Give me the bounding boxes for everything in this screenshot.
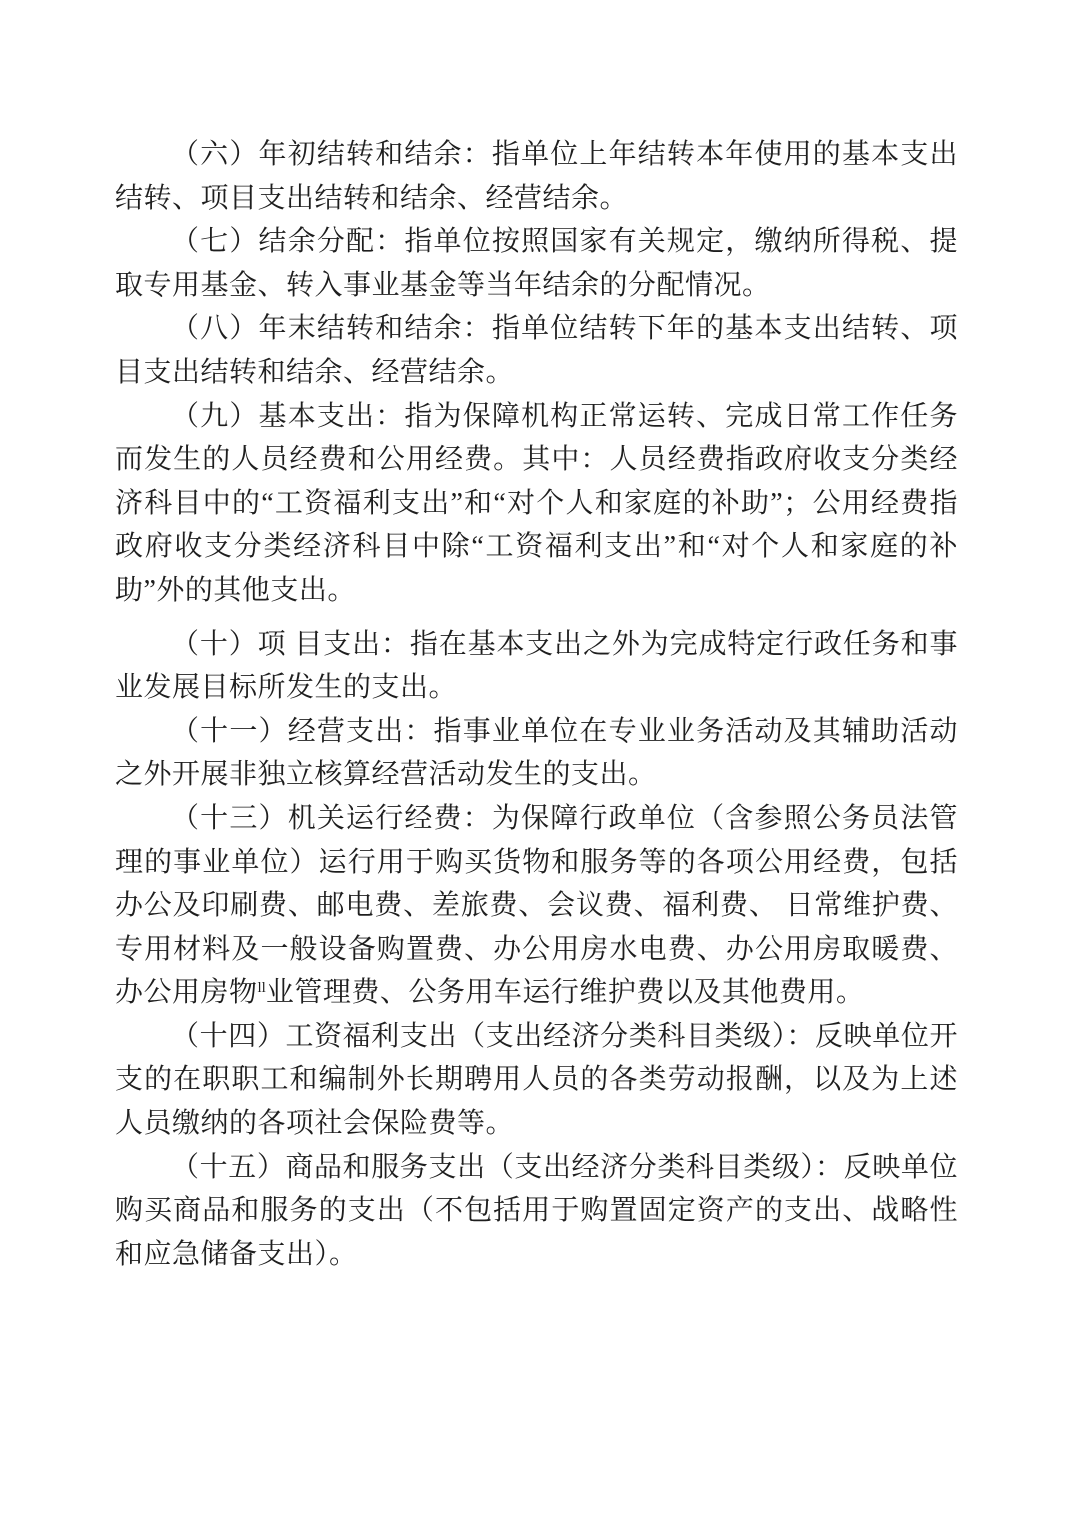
document-paragraph-9: （九）基本支出：指为保障机构正常运转、完成日常工作任务而发生的人员经费和公用经费。其中：人员经费指政府收支分类经济科目中的“工资福利支出”和“对个人和家庭的补助”；公用经费指政府收支分类经济科目中除“工资福利支出”和“对个人和家庭的补助”外的其他支出。 xyxy=(115,400,958,606)
document-paragraph-10: （十）项 目支出：指在基本支出之外为完成特定行政任务和事业发展目标所发生的支出。 xyxy=(115,628,958,704)
document-paragraph-14: （十四）工资福利支出（支出经济分类科目类级）：反映单位开支的在职职工和编制外长期聘用人员的各类劳动报酬，以及为上述人员缴纳的各项社会保险费等。 xyxy=(115,1020,958,1140)
paragraph-text-run: （十三）机关运行经费：为保障行政单位（含参照公务员法管理的事业单位）运行用于购买货物和服务等的各项公用经费，包括办公及印刷费、邮电费、差旅费、会议费、福利费、 日常维护费、专用材料及一般设备购置费、办公用房水电费、办公用房取暖费、办公用房物 xyxy=(115,802,958,1009)
document-paragraph-11: （十一）经营支出：指事业单位在专业业务活动及其辅助活动之外开展非独立核算经营活动发生的支出。 xyxy=(115,715,958,791)
document-paragraph-15: （十五）商品和服务支出（支出经济分类科目类级）：反映单位购买商品和服务的支出（不包括用于购置固定资产的支出、战略性和应急储备支出）。 xyxy=(115,1151,958,1270)
paragraph-text-run: 业管理费、公务用车运行维护费以及其他费用。 xyxy=(265,977,865,1009)
scan-artifact-mark: ll xyxy=(257,980,266,997)
document-paragraph-8: （八）年末结转和结余：指单位结转下年的基本支出结转、项目支出结转和结余、经营结余。 xyxy=(115,313,958,388)
document-paragraph-13 xyxy=(115,797,958,1015)
document-paragraph-6: （六）年初结转和结余：指单位上年结转本年使用的基本支出结转、项目支出结转和结余、经营结余。 xyxy=(115,139,958,214)
document-paragraph-7: （七）结余分配：指单位按照国家有关规定，缴纳所得税、提取专用基金、转入事业基金等当年结余的分配情况。 xyxy=(115,226,958,301)
document-body xyxy=(115,133,958,1276)
